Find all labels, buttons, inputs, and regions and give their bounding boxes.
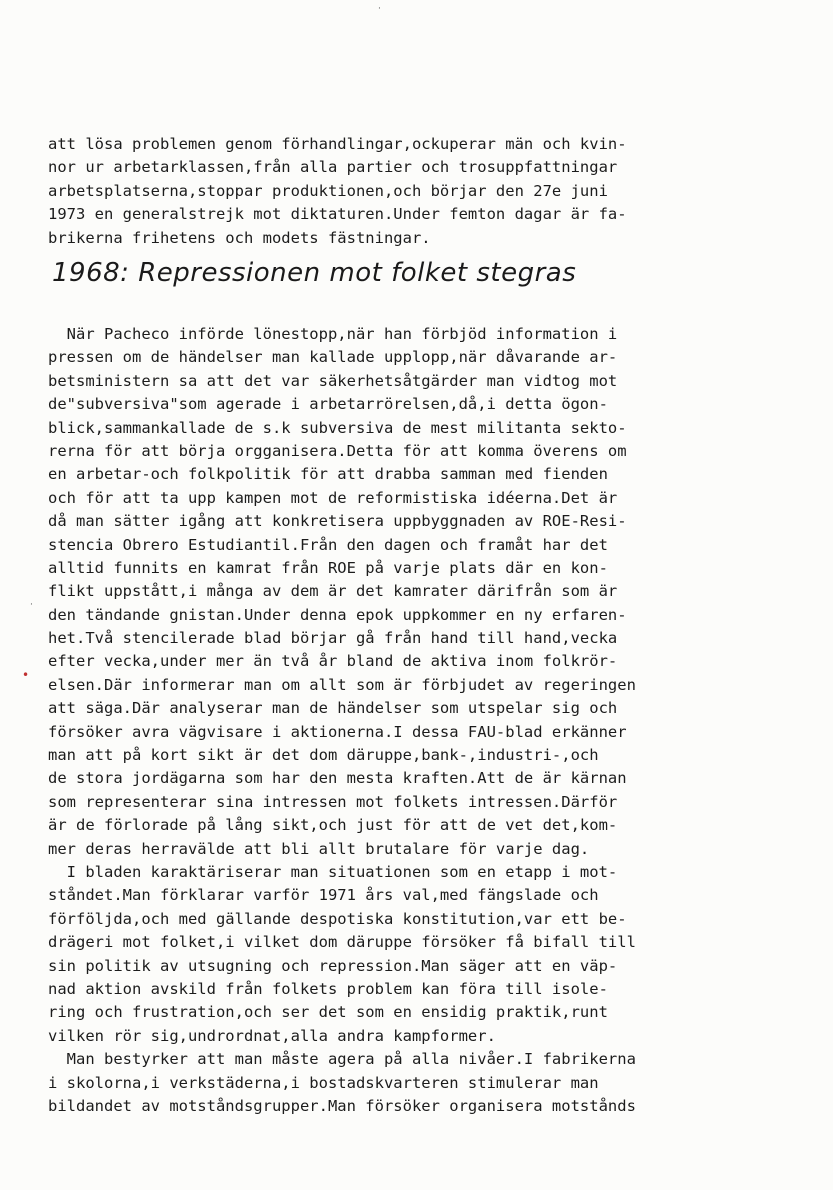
text-line: arbetsplatserna,stoppar produktionen,och börjar den 27e juni [48,181,608,200]
paragraph-top [48,133,808,250]
text-line: som representerar sina intressen mot folkets intressen.Därför [48,792,618,811]
text-line: drägeri mot folket,i vilket dom däruppe försöker få bifall till [48,933,636,952]
text-line: 1973 en generalstrejk mot diktaturen.Under femton dagar är fa- [48,205,627,224]
text-line: sin politik av utsugning och repression.Man säger att en väp- [48,956,618,975]
text-line: ring och frustration,och ser det som en ensidig praktik,runt [48,1003,608,1022]
text-line: elsen.Där informerar man om allt som är förbjudet av regeringen [48,675,636,694]
text-line: I bladen karaktäriserar man situationen som en etapp i mot- [48,862,618,881]
text-line: nad aktion avskild från folkets problem kan föra till isole- [48,979,608,998]
text-line: mer deras herravälde att bli allt brutalare för varje dag. [48,839,590,858]
text-line: en arbetar-och folkpolitik för att drabba samman med fienden [48,465,608,484]
text-line: När Pacheco införde lönestopp,när han förbjöd information i [48,325,618,343]
text-line: efter vecka,under mer än två år bland de aktiva inom folkrör- [48,652,618,671]
text-line: ståndet.Man förklarar varför 1971 års val,med fängslade och [48,886,599,905]
text-line: stencia Obrero Estudiantil.Från den dagen och framåt har det [48,535,608,554]
text-line: pressen om de händelser man kallade upplopp,när dåvarande ar- [48,348,618,367]
text-line: betsministern sa att det var säkerhetsåtgärder man vidtog mot [48,371,618,390]
text-line: den tändande gnistan.Under denna epok uppkommer en ny erfaren- [48,605,627,624]
text-line: Man bestyrker att man måste agera på alla nivåer.I fabrikerna [48,1050,636,1069]
text-line: är de förlorade på lång sikt,och just för att de vet det,kom- [48,816,618,835]
text-line: och för att ta upp kampen mot de reformistiska idéerna.Det är [48,488,618,507]
text-line: de stora jordägarna som har den mesta kraften.Att de är kärnan [48,769,627,788]
text-line: förföljda,och med gällande despotiska konstitution,var ett be- [48,909,627,928]
paragraph-main [48,323,808,1118]
text-line: i skolorna,i verkstäderna,i bostadskvarteren stimulerar man [48,1073,599,1092]
text-line: de"subversiva"som agerade i arbetarrörelsen,då,i detta ögon- [48,395,608,414]
text-line: då man sätter igång att konkretisera uppbyggnaden av ROE-Resi- [48,512,627,531]
text-line: alltid funnits en kamrat från ROE på varje plats där en kon- [48,558,608,577]
text-line: vilken rör sig,undrordnat,alla andra kampformer. [48,1026,496,1045]
text-line: försöker avra vägvisare i aktionerna.I dessa FAU-blad erkänner [48,722,627,741]
section-heading: 1968: Repressionen mot folket stegras [52,258,577,288]
ink-speck: · [30,600,33,610]
text-line: nor ur arbetarklassen,från alla partier och trosuppfattningar [48,158,618,177]
text-line: att lösa problemen genom förhandlingar,ockuperar män och kvin- [48,135,627,153]
text-line: man att på kort sikt är det dom däruppe,bank-,industri-,och [48,746,599,765]
text-line: att säga.Där analyserar man de händelser som utspelar sig och [48,699,618,718]
text-line: bildandet av motståndsgrupper.Man försöker organisera motstånds [48,1096,636,1115]
ink-speck: · [378,4,381,14]
text-line: blick,sammankallade de s.k subversiva de mest militanta sekto- [48,418,627,437]
text-line: brikerna frihetens och modets fästningar. [48,228,431,247]
text-line: het.Två stencilerade blad börjar gå från hand till hand,vecka [48,629,618,648]
ink-mark: • [22,668,30,682]
text-line: rerna för att börja orgganisera.Detta för att komma överens om [48,441,627,460]
text-line: flikt uppstått,i många av dem är det kamrater därifrån som är [48,582,618,601]
